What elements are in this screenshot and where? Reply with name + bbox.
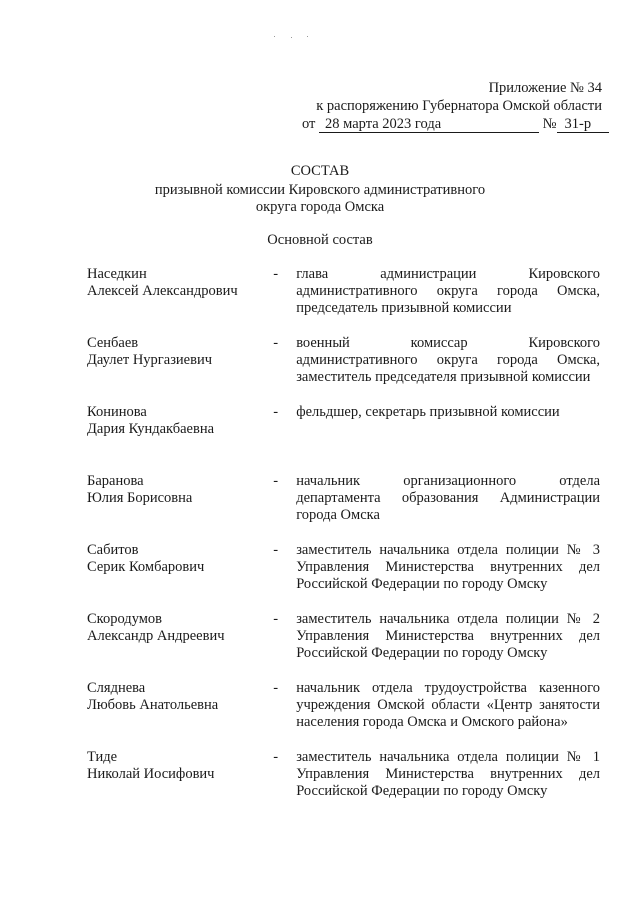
member-role: начальник организационного отдела департамента образования Администрации города Омска — [296, 473, 600, 523]
member-role: фельдшер, секретарь призывной комиссии — [296, 404, 560, 420]
appendix-number: Приложение № 34 — [488, 80, 602, 96]
order-date: 28 марта 2023 года — [319, 117, 539, 133]
member-row — [87, 335, 600, 404]
member-surname: Сенбаев — [87, 335, 139, 351]
member-row — [87, 611, 600, 680]
member-dash: - — [273, 404, 279, 420]
member-given-names: Алексей Александрович — [87, 283, 238, 299]
title-heading: СОСТАВ — [290, 163, 350, 179]
appendix-order-ref: к распоряжению Губернатора Омской области — [316, 98, 602, 114]
member-dash: - — [273, 335, 279, 351]
document-title — [0, 163, 640, 216]
member-role: заместитель начальника отдела полиции № 3 Управления Министерства внутренних дел Российской Федерации по городу Омску — [296, 542, 600, 592]
member-given-names: Даулет Нургазиевич — [87, 352, 213, 368]
member-role: заместитель начальника отдела полиции № 2 Управления Министерства внутренних дел Российской Федерации по городу Омску — [296, 611, 600, 661]
member-role: начальник отдела трудоустройства казенного учреждения Омской области «Центр занятости населения города Омска и Омского района» — [296, 680, 600, 730]
member-surname: Сляднева — [87, 680, 146, 696]
member-row — [87, 542, 600, 611]
title-line-2: округа города Омска — [255, 199, 385, 215]
scan-artifact — [272, 36, 312, 38]
member-given-names: Любовь Анатольевна — [87, 697, 219, 713]
member-surname: Скородумов — [87, 611, 163, 627]
member-given-names: Дария Кундакбаевна — [87, 421, 215, 437]
member-dash: - — [273, 680, 279, 696]
title-line-1: призывной комиссии Кировского административного — [154, 182, 486, 198]
member-row — [87, 404, 600, 473]
member-dash: - — [273, 266, 279, 282]
member-role: военный комиссар Кировского административного округа города Омска, заместитель председателя призывной комиссии — [296, 335, 600, 385]
member-given-names: Николай Иосифович — [87, 766, 215, 782]
member-given-names: Серик Комбарович — [87, 559, 205, 575]
member-role: глава администрации Кировского административного округа города Омска, председатель призывной комиссии — [296, 266, 600, 316]
member-row — [87, 680, 600, 749]
member-dash: - — [273, 473, 279, 489]
member-dash: - — [273, 611, 279, 627]
member-role: заместитель начальника отдела полиции № 1 Управления Министерства внутренних дел Российской Федерации по городу Омску — [296, 749, 600, 799]
member-surname: Баранова — [87, 473, 144, 489]
member-surname: Тиде — [87, 749, 118, 765]
member-row — [87, 749, 600, 818]
member-surname: Сабитов — [87, 542, 139, 558]
order-number: 31-р — [557, 117, 609, 133]
member-name — [87, 473, 271, 542]
member-given-names: Александр Андреевич — [87, 628, 225, 644]
member-name — [87, 542, 271, 611]
member-dash: - — [273, 542, 279, 558]
member-name — [87, 335, 271, 404]
member-dash: - — [273, 749, 279, 765]
member-name — [87, 266, 271, 335]
from-label: от — [302, 116, 316, 132]
section-subtitle: Основной состав — [267, 232, 373, 248]
member-row — [87, 266, 600, 335]
member-name — [87, 680, 271, 749]
number-label: № — [542, 116, 557, 132]
member-row — [87, 473, 600, 542]
member-name — [87, 749, 271, 818]
member-name — [87, 611, 271, 680]
members-list — [87, 266, 600, 818]
member-surname: Конинова — [87, 404, 147, 420]
member-surname: Наседкин — [87, 266, 147, 282]
appendix-date-line — [302, 116, 602, 134]
member-name — [87, 404, 271, 473]
appendix-header — [302, 80, 602, 134]
member-given-names: Юлия Борисовна — [87, 490, 193, 506]
